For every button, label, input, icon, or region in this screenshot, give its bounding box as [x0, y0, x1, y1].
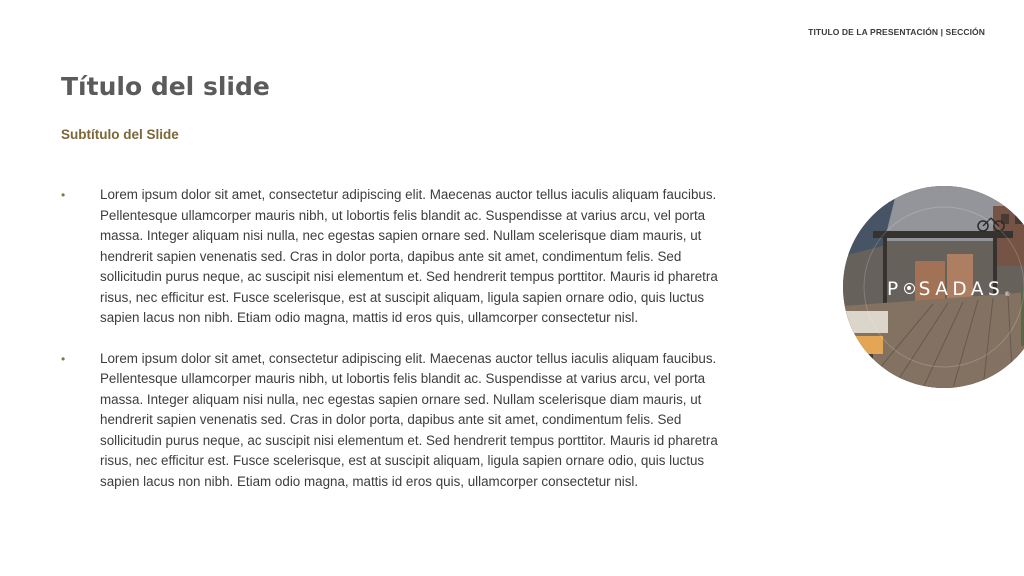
bullet-text: Lorem ipsum dolor sit amet, consectetur adipiscing elit. Maecenas auctor tellus iaculis aliquam faucibus. Pellentesque ullamcorper mauris nibh, ut lobortis felis blandit ac. Suspendisse at varius arcu, vel porta massa. Integer aliquam nisi nulla, nec egestas sapien ornare sed. Nullam scelerisque diam mauris, ut hendrerit sapien venenatis sed. Cras in dolor porta, dapibus ante sit amet, condimentum felis. Sed sollicitudin purus neque, ac suscipit nisi elementum et. Sed hendrerit tempus porttitor. Mauris id pharetra risus, nec efficitur est. Fusce scelerisque, est at suscipit aliquam, ligula sapien ornare odio, quis luctus sapien lacus non nibh. Etiam odio magna, mattis id eros quis, ullamcorper consectetur nisl. [100, 350, 718, 489]
bullet-item [61, 185, 731, 329]
bullet-item [61, 349, 731, 493]
bullet-icon: • [61, 351, 66, 366]
logo-letter-p: P [887, 279, 903, 300]
bullet-icon: • [61, 188, 66, 202]
slide-subtitle: Subtítulo del Slide [61, 127, 179, 142]
presentation-section-label: TITULO DE LA PRESENTACIÓN | SECCIÓN [808, 27, 985, 37]
bullet-list [61, 185, 731, 512]
logo-ring-icon [904, 283, 915, 294]
posadas-logo [887, 279, 1010, 300]
slide-title: Título del slide [61, 72, 270, 101]
posadas-photo-circle [843, 186, 1024, 388]
logo-registered-mark: ® [1004, 291, 1011, 298]
logo-letters: SADAS [918, 279, 1005, 300]
bullet-text: Lorem ipsum dolor sit amet, consectetur adipiscing elit. Maecenas auctor tellus iaculis aliquam faucibus. Pellentesque ullamcorper mauris nibh, ut lobortis felis blandit ac. Suspendisse at varius arcu, vel porta massa. Integer aliquam nisi nulla, nec egestas sapien ornare sed. Nullam scelerisque diam mauris, ut hendrerit sapien venenatis sed. Cras in dolor porta, dapibus ante sit amet, condimentum felis. Sed sollicitudin purus neque, ac suscipit nisi elementum et. Sed hendrerit tempus porttitor. Mauris id pharetra risus, nec efficitur est. Fusce scelerisque, est at suscipit aliquam, ligula sapien ornare odio, quis luctus sapien lacus non nibh. Etiam odio magna, mattis id eros quis, ullamcorper consectetur nisl. [100, 187, 718, 325]
